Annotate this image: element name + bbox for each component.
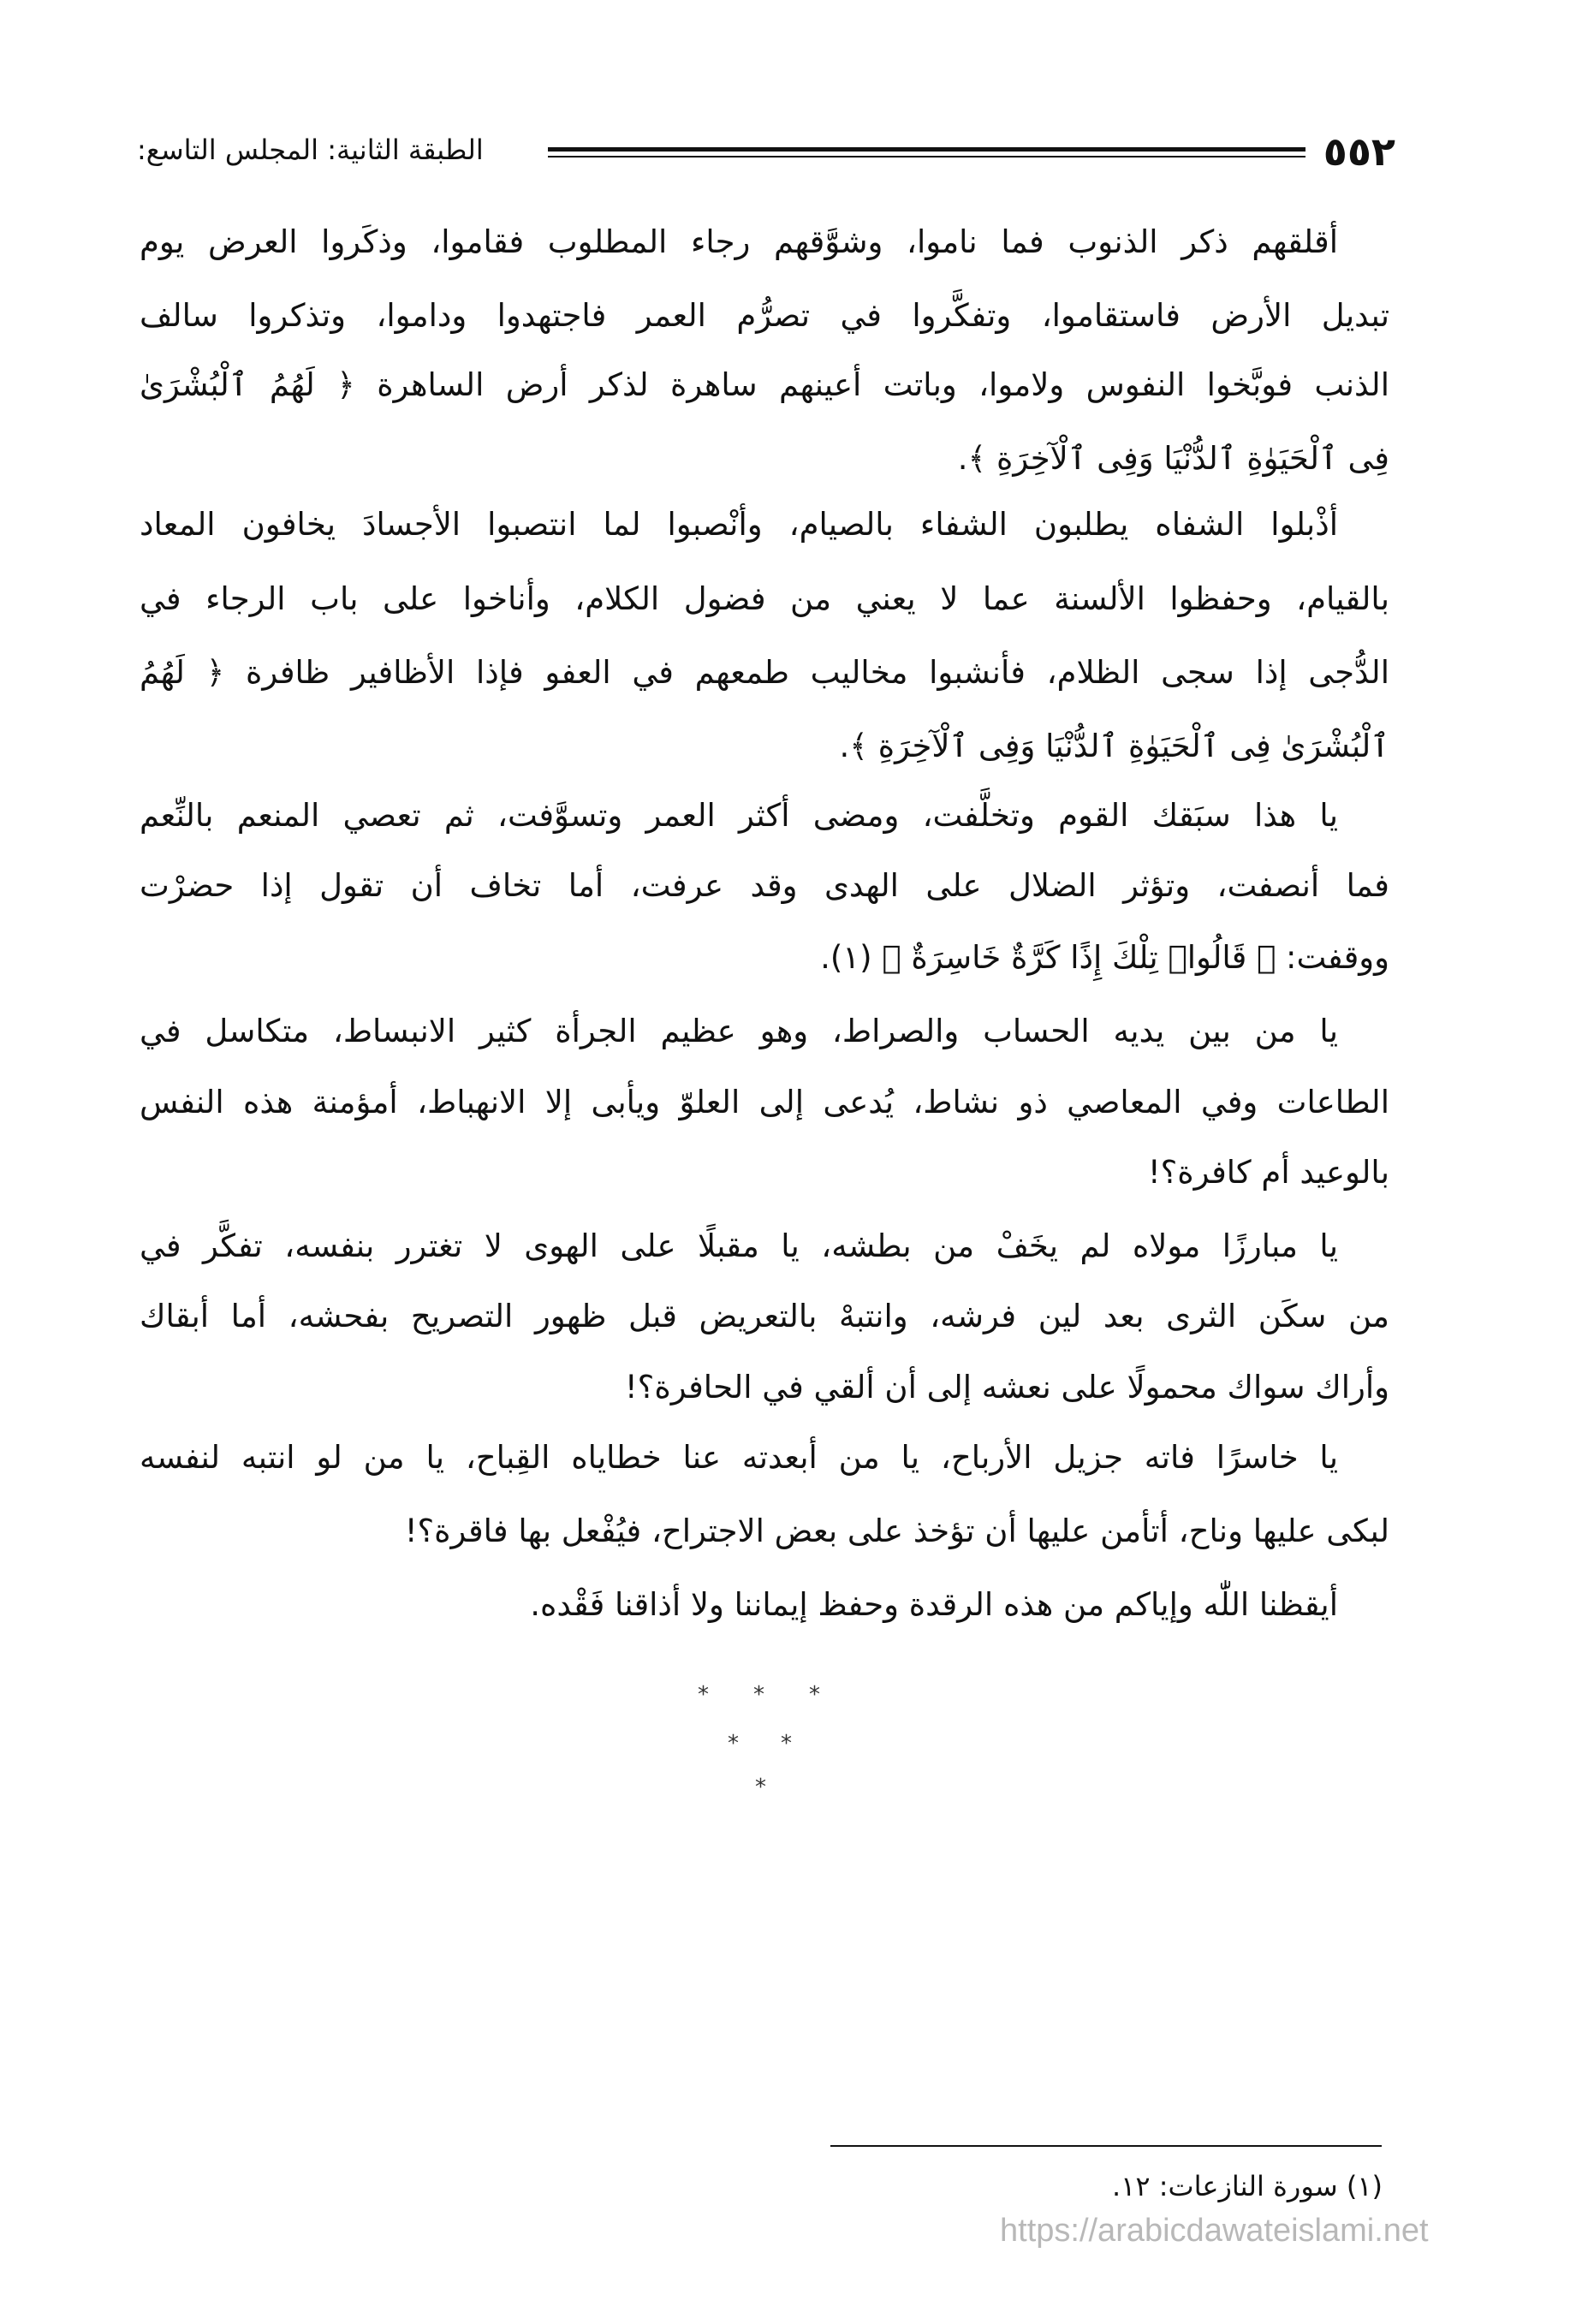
- text-line: ٱلْبُشْرَىٰ فِى ٱلْحَيَوٰةِ ٱلدُّنْيَا وَفِى ٱلْآخِرَةِ ﴾.: [839, 728, 1389, 764]
- text-line: الدُّجى إذا سجى الظلام، فأنشبوا مخاليب طمعهم في العفو فإذا الأظافير ظافرة ﴿ لَهُمُ: [140, 654, 1389, 691]
- page-number: ٥٥٢: [1323, 128, 1395, 175]
- text-line: يا خاسرًا فاته جزيل الأرباح، يا من أبعدته عنا خطاياه القِباح، يا من لو انتبه لنفسه: [140, 1439, 1338, 1476]
- header-rule-thin: [548, 156, 1305, 158]
- text-line: فما أنصفت، وتؤثر الضلال على الهدى وقد عرفت، أما تخاف أن تقول إذا حضرْت: [140, 867, 1389, 904]
- header-rule: [548, 147, 1305, 152]
- text-line: بالقيام، وحفظوا الألسنة عما لا يعني من فضول الكلام، وأناخوا على باب الرجاء في: [140, 580, 1389, 617]
- asterisk-icon: *: [753, 1682, 764, 1708]
- text-line: أيقظنا اللّٰه وإياكم من هذه الرقدة وحفظ إيماننا ولا أذاقنا فَقْده.: [530, 1586, 1338, 1623]
- asterisk-icon: *: [755, 1774, 766, 1800]
- text-line: يا من بين يديه الحساب والصراط، وهو عظيم الجرأة كثير الانبساط، متكاسل في: [140, 1013, 1338, 1049]
- text-line: ووقفت: ﴿ قَالُوا۟ تِلْكَ إِذًا كَرَّةٌ خَاسِرَةٌ ﴾ (١).: [820, 939, 1389, 976]
- text-line: من سكَن الثرى بعد لين فرشه، وانتبهْ بالتعريض قبل ظهور التصريح بفحشه، أما أبقاك: [140, 1298, 1389, 1334]
- running-head: الطبقة الثانية: المجلس التاسع:: [137, 134, 484, 166]
- asterisk-icon: *: [728, 1731, 739, 1756]
- text-line: فِى ٱلْحَيَوٰةِ ٱلدُّنْيَا وَفِى ٱلْآخِرَةِ ﴾.: [957, 440, 1389, 477]
- text-line: لبكى عليها وناح، أتأمن عليها أن تؤخذ على بعض الاجتراح، فيُفْعل بها فاقرة؟!: [404, 1513, 1389, 1549]
- text-line: بالوعيد أم كافرة؟!: [1147, 1154, 1389, 1191]
- text-line: يا مبارزًا مولاه لم يخَفْ من بطشه، يا مقبلًا على الهوى لا تغترر بنفسه، تفكَّر في: [140, 1227, 1338, 1264]
- footnote: (١) سورة النازعات: ١٢.: [1111, 2170, 1383, 2202]
- text-line: أقلقهم ذكر الذنوب فما ناموا، وشوَّقهم رجاء المطلوب فقاموا، وذكَروا العرض يوم: [140, 223, 1338, 260]
- watermark: https://arabicdawateislami.net: [1000, 2213, 1429, 2249]
- asterisk-icon: *: [809, 1682, 820, 1708]
- text-line: تبديل الأرض فاستقاموا، وتفكَّروا في تصرُّم العمر فاجتهدوا وداموا، وتذكروا سالف: [140, 297, 1389, 334]
- page-header: [137, 128, 1395, 180]
- text-line: الطاعات وفي المعاصي ذو نشاط، يُدعى إلى العلوّ ويأبى إلا الانهباط، أمؤمنة هذه النفس: [140, 1084, 1389, 1120]
- text-line: أذْبلوا الشفاه يطلبون الشفاء بالصيام، وأنْصبوا لما انتصبوا الأجسادَ يخافون المعاد: [140, 506, 1338, 543]
- asterisk-icon: *: [781, 1731, 792, 1756]
- footnote-rule: [830, 2145, 1382, 2147]
- text-line: وأراك سواك محمولًا على نعشه إلى أن ألقي في الحافرة؟!: [624, 1369, 1389, 1406]
- text-line: الذنب فوبَّخوا النفوس ولاموا، وباتت أعينهم ساهرة لذكر أرض الساهرة ﴿ لَهُمُ ٱلْبُشْرَىٰ: [140, 366, 1389, 403]
- asterisk-icon: *: [698, 1682, 709, 1708]
- text-line: يا هذا سبَقك القوم وتخلَّفت، ومضى أكثر العمر وتسوَّفت، ثم تعصي المنعم بالنِّعم: [140, 797, 1338, 834]
